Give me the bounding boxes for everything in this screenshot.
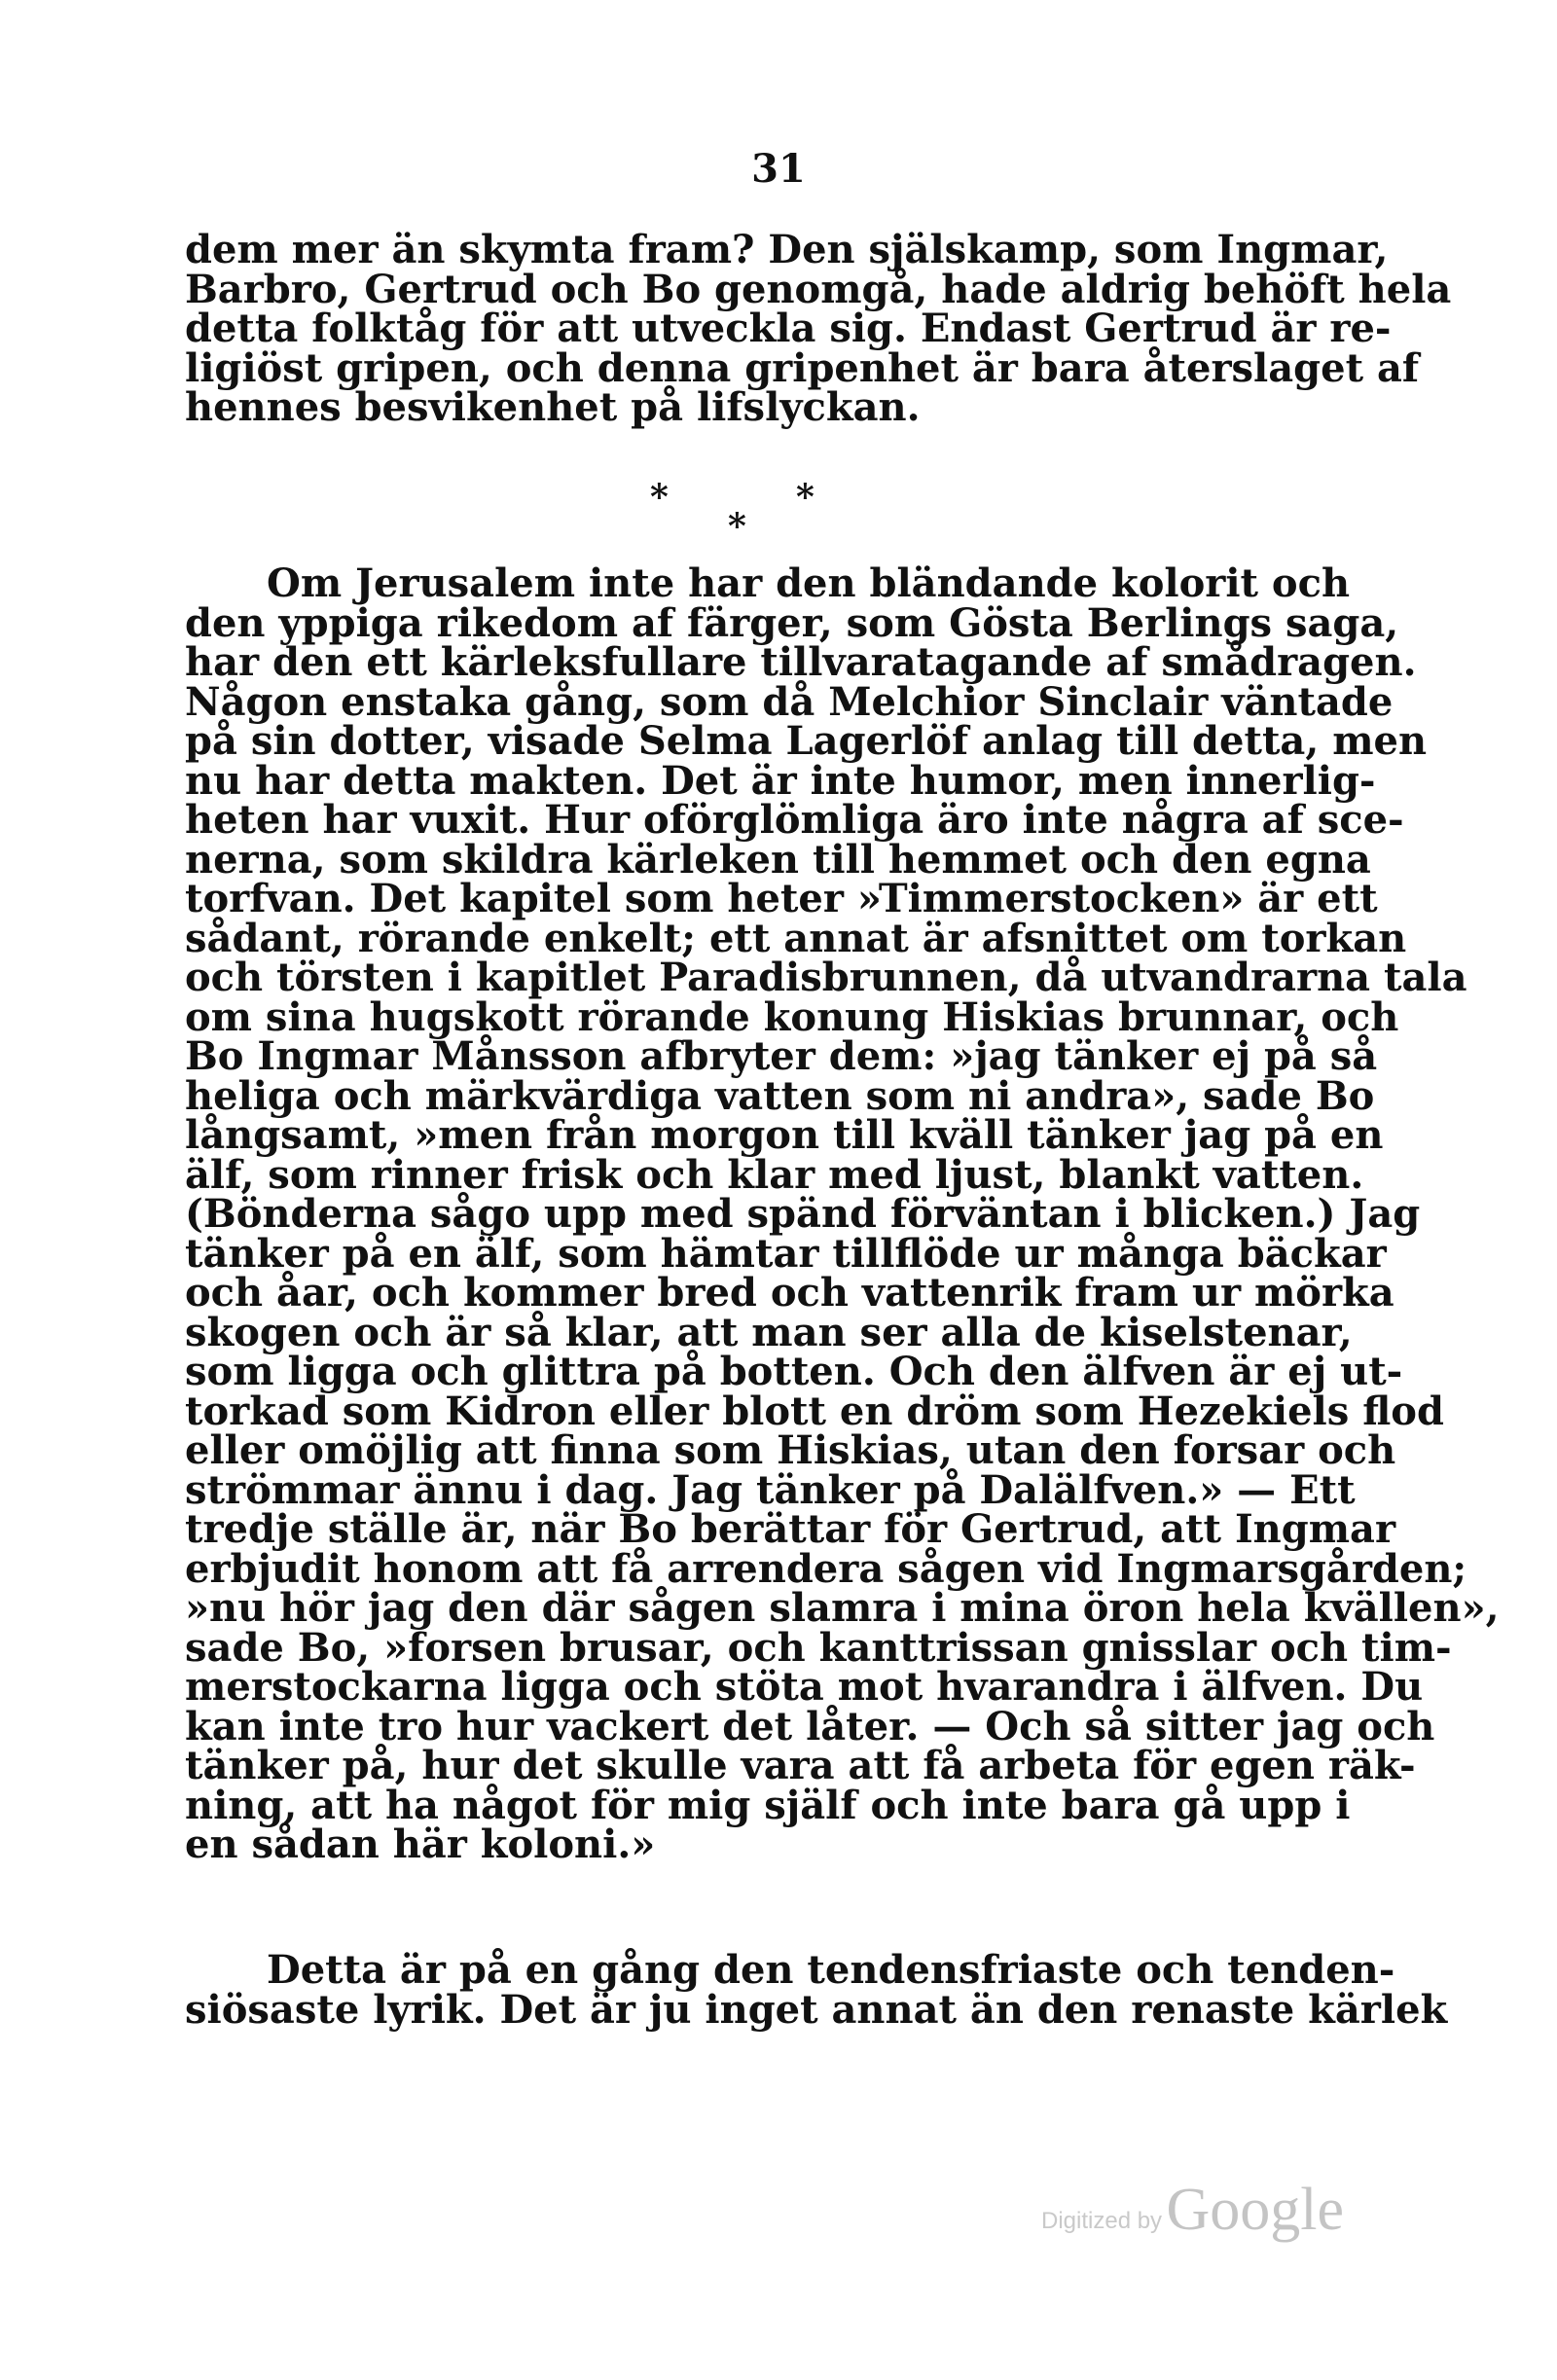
- text-line: älf, som rinner frisk och klar med ljust, blankt vatten.: [185, 1151, 1364, 1198]
- text-line: sade Bo, »forsen brusar, och kanttrissan gnisslar och tim-: [185, 1624, 1452, 1671]
- text-line: siösaste lyrik. Det är ju inget annat än den renaste kärlek: [185, 1986, 1448, 2033]
- paragraph-2: [185, 560, 1500, 1867]
- text-line: kan inte tro hur vackert det låter. — Och så sitter jag och: [185, 1703, 1435, 1749]
- text-line: tänker på, hur det skulle vara att få arbeta för egen räk-: [185, 1743, 1416, 1788]
- text-line: har den ett kärleksfullare tillvaratagande af smådragen.: [185, 639, 1417, 685]
- text-line: (Bönderna sågo upp med spänd förväntan i blicken.) Jag: [185, 1191, 1421, 1237]
- text-line: Någon enstaka gång, som då Melchior Sinclair väntade: [185, 678, 1394, 725]
- text-line: torkad som Kidron eller blott en dröm som Hezekiels flod: [185, 1388, 1444, 1434]
- text-line: långsamt, »men från morgon till kväll tänker jag på en: [185, 1112, 1384, 1158]
- text-line: erbjudit honom att få arrendera sågen vid Ingmarsgården;: [185, 1545, 1467, 1592]
- text-line: Bo Ingmar Månsson afbryter dem: »jag tänker ej på så: [185, 1033, 1378, 1079]
- text-line: heten har vuxit. Hur oförglömliga äro inte några af sce-: [185, 797, 1404, 843]
- text-line: nerna, som skildra kärleken till hemmet och den egna: [185, 836, 1371, 883]
- text-line: den yppiga rikedom af färger, som Gösta Berlings saga,: [185, 599, 1399, 646]
- text-line: detta folktåg för att utveckla sig. Endast Gertrud är re-: [185, 306, 1392, 351]
- text-line: skogen och är så klar, att man ser alla de kiselstenar,: [185, 1309, 1353, 1355]
- text-line: nu har detta makten. Det är inte humor, men innerlig-: [185, 757, 1376, 804]
- asterisk-glyph: *: [796, 477, 815, 518]
- watermark-prefix: Digitized by: [1041, 2208, 1163, 2234]
- text-line: och åar, och kommer bred och vattenrik fram ur mörka: [185, 1270, 1394, 1316]
- asterisk-glyph: *: [728, 506, 746, 547]
- text-line: som ligga och glittra på botten. Och den älfven är ej ut-: [185, 1349, 1403, 1394]
- text-line: torfvan. Det kapitel som heter »Timmerstocken» är ett: [185, 876, 1378, 921]
- text-line: på sin dotter, visade Selma Lagerlöf anlag till detta, men: [185, 718, 1428, 764]
- text-line: ligiöst gripen, och denna gripenhet är bara återslaget af: [185, 344, 1420, 391]
- text-line: Om Jerusalem inte har den bländande kolorit och: [267, 560, 1351, 606]
- text-line: heliga och märkvärdiga vatten som ni andra», sade Bo: [185, 1072, 1375, 1119]
- page-number: 31: [751, 146, 806, 192]
- text-line: tredje ställe är, när Bo berättar för Gertrud, att Ingmar: [185, 1506, 1396, 1552]
- text-line: hennes besvikenhet på lifslyckan.: [185, 384, 921, 430]
- text-line: merstockarna ligga och stöta mot hvarandra i älfven. Du: [185, 1664, 1424, 1710]
- paragraph-1: [185, 227, 1452, 430]
- text-line: och törsten i kapitlet Paradisbrunnen, då utvandrarna tala: [185, 955, 1467, 1000]
- section-separator: [633, 477, 847, 555]
- text-line: eller omöjlig att finna som Hiskias, utan den forsar och: [185, 1427, 1396, 1473]
- text-line: sådant, rörande enkelt; ett annat är afsnittet om torkan: [185, 915, 1407, 961]
- asterisk-glyph: *: [650, 477, 669, 518]
- digitized-by-google-watermark: [1041, 2177, 1372, 2267]
- text-line: strömmar ännu i dag. Jag tänker på Dalälfven.» — Ett: [185, 1466, 1356, 1513]
- text-line: »nu hör jag den där sågen slamra i mina öron hela kvällen»,: [185, 1585, 1500, 1631]
- text-line: om sina hugskott rörande konung Hiskias brunnar, och: [185, 993, 1399, 1040]
- text-line: dem mer än skymta fram? Den själskamp, som Ingmar,: [185, 227, 1389, 272]
- text-line: en sådan här koloni.»: [185, 1821, 656, 1867]
- text-line: ning, att ha något för mig själf och inte bara gå upp i: [185, 1782, 1351, 1828]
- text-line: tänker på en älf, som hämtar tillflöde ur många bäckar: [185, 1230, 1387, 1277]
- text-line: Barbro, Gertrud och Bo genomgå, hade aldrig behöft hela: [185, 266, 1452, 312]
- text-line: Detta är på en gång den tendensfriaste och tenden-: [267, 1947, 1395, 1993]
- google-logo: Google: [1166, 2177, 1345, 2243]
- paragraph-3: [185, 1947, 1448, 2033]
